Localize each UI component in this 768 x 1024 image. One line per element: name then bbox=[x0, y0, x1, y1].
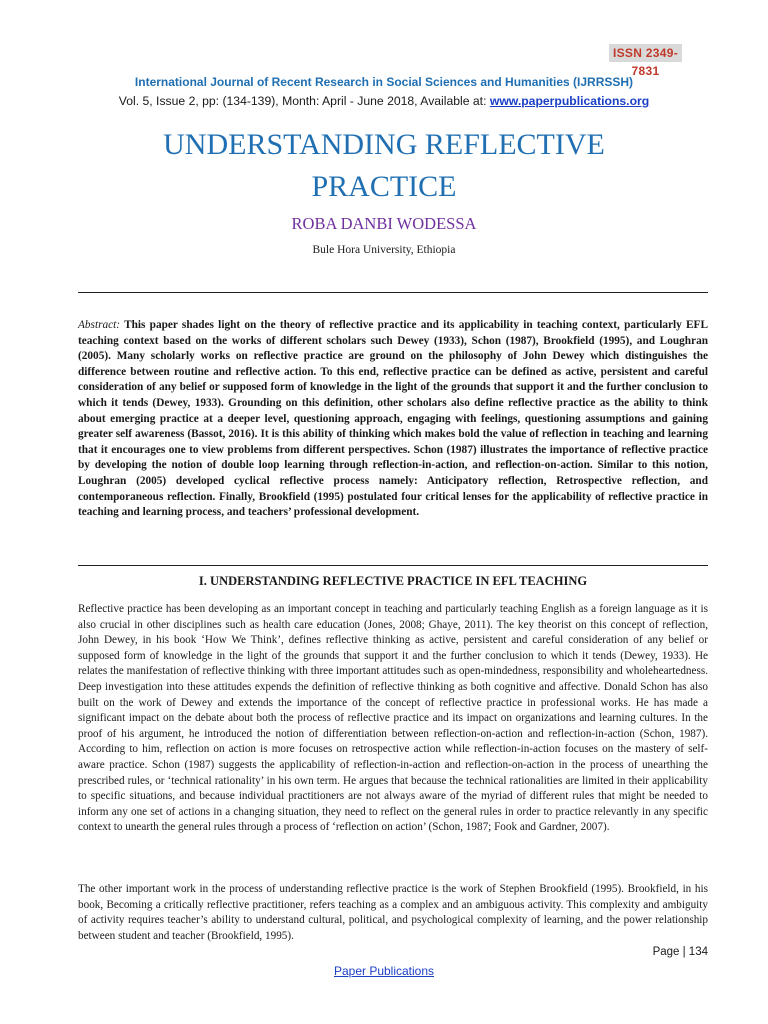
abstract-text: This paper shades light on the theory of reflective practice and its applicability in teaching context, particularly EFL teaching context based on the works of different scholars such Dewey (1933), Schon (1987), Brookfield (1995), and Loughran (2005). Many scholarly works on reflective practice are ground on the philosophy of John Dewey which distinguishes the difference between routine and reflective action. To this end, reflective practice can be defined as active, persistent and careful consideration of any belief or supposed form of knowledge in the light of the grounds that support it and the further conclusion to which it tends (Dewey, 1933). Grounding on this definition, other scholars also define reflective practice as the ability to think about emerging practice at a deeper level, questioning approach, engaging with feelings, questioning assumptions and gaining greater self awareness (Bassot, 2016). It is this ability of thinking which makes bold the value of reflection in teaching and learning that it encourages one to view problems from different perspectives. Schon (1987) illustrates the importance of reflective practice by developing the notion of double loop learning through reflection-in-action, and reflection-on-action. Similar to this notion, Loughran (2005) developed cyclical reflective process namely: Anticipatory reflection, Retrospective reflection, and contemporaneous reflection. Finally, Brookfield (1995) postulated four critical lenses for the applicability of reflective practice in teaching and learning process, and teachers’ professional development. bbox=[78, 319, 708, 519]
issn-badge: ISSN 2349-7831 bbox=[609, 44, 682, 62]
body-paragraph-1: Reflective practice has been developing as an important concept in teaching and particularly teaching English as a foreign language as it is also crucial in other disciplines such as health care education (Jones, 2008; Ghaye, 2011). The key theorist on this concept of reflection, John Dewey, in his book ‘How We Think’, defines reflective thinking as active, persistent and careful consideration of any belief or supposed form of knowledge in the light of the grounds that support it and the further conclusion to which it tends (Dewey, 1933). He relates the manifestation of reflective thinking with three important attitudes such as open-mindedness, responsibility and wholeheartedness. Deep investigation into these attitudes expends the definition of reflective thinking as both cognitive and affective. Donald Schon has also built on the work of Dewey and extends the importance of the concept of reflective practice in professional works. He has made a significant impact on the debate about both the process of reflective practice and its impact on organizations and learning cultures. In the proof of his argument, he introduced the notion of differentiation between reflection-on-action and reflection-in-action (Schon, 1987). According to him, reflection on action is more focuses on retrospective action while reflection-in-action focuses on the mastery of self-aware practice. Schon (1987) suggests the applicability of reflection-in-action and reflection-on-action in the process of unearthing the prescribed rules, or ‘technical rationality’ in his own term. He argues that because the technical rationalities are limited in their applicability to specific situations, and because individual practitioners are not always aware of the myriad of different rules that might be needed to inform any one set of actions in a changing situation, they need to reflect on the general rules in order to practice relevantly in any specific context to unearth the general rules through a process of ‘reflection on action’ (Schon, 1987; Fook and Gardner, 2007). bbox=[78, 603, 708, 834]
journal-name: International Journal of Recent Research in Social Sciences and Humanities (IJRRSSH) bbox=[134, 75, 634, 89]
abstract-label: Abstract: bbox=[78, 319, 121, 331]
affiliation: Bule Hora University, Ethiopia bbox=[312, 244, 456, 256]
title-line-2: PRACTICE bbox=[311, 170, 457, 203]
author-name: ROBA DANBI WODESSA bbox=[291, 214, 477, 233]
volume-line bbox=[70, 94, 698, 108]
page-number: Page | 134 bbox=[652, 946, 708, 958]
title-line-1: UNDERSTANDING REFLECTIVE bbox=[163, 128, 605, 161]
section-heading: I. UNDERSTANDING REFLECTIVE PRACTICE IN EFL TEACHING bbox=[198, 574, 588, 588]
abstract bbox=[78, 318, 708, 521]
volume-text: Vol. 5, Issue 2, pp: (134-139), Month: April - June 2018, Available at: bbox=[118, 94, 490, 108]
website-link[interactable]: www.paperpublications.org bbox=[489, 94, 650, 108]
body-paragraph-2: The other important work in the process of understanding reflective practice is the work of Stephen Brookfield (1995). Brookfield, in his book, Becoming a critically reflective practitioner, refers teaching as a complex and an ambiguous activity. This complexity and ambiguity of activity requires teacher’s ability to understand cultural, political, and psychological complexity of learning, and the power relationship between student and teacher (Brookfield, 1995). bbox=[78, 883, 708, 942]
publisher-footer-link[interactable]: Paper Publications bbox=[333, 964, 435, 978]
paper-title bbox=[60, 124, 708, 208]
abstract-top-rule bbox=[78, 292, 708, 293]
abstract-bottom-rule bbox=[78, 565, 708, 566]
